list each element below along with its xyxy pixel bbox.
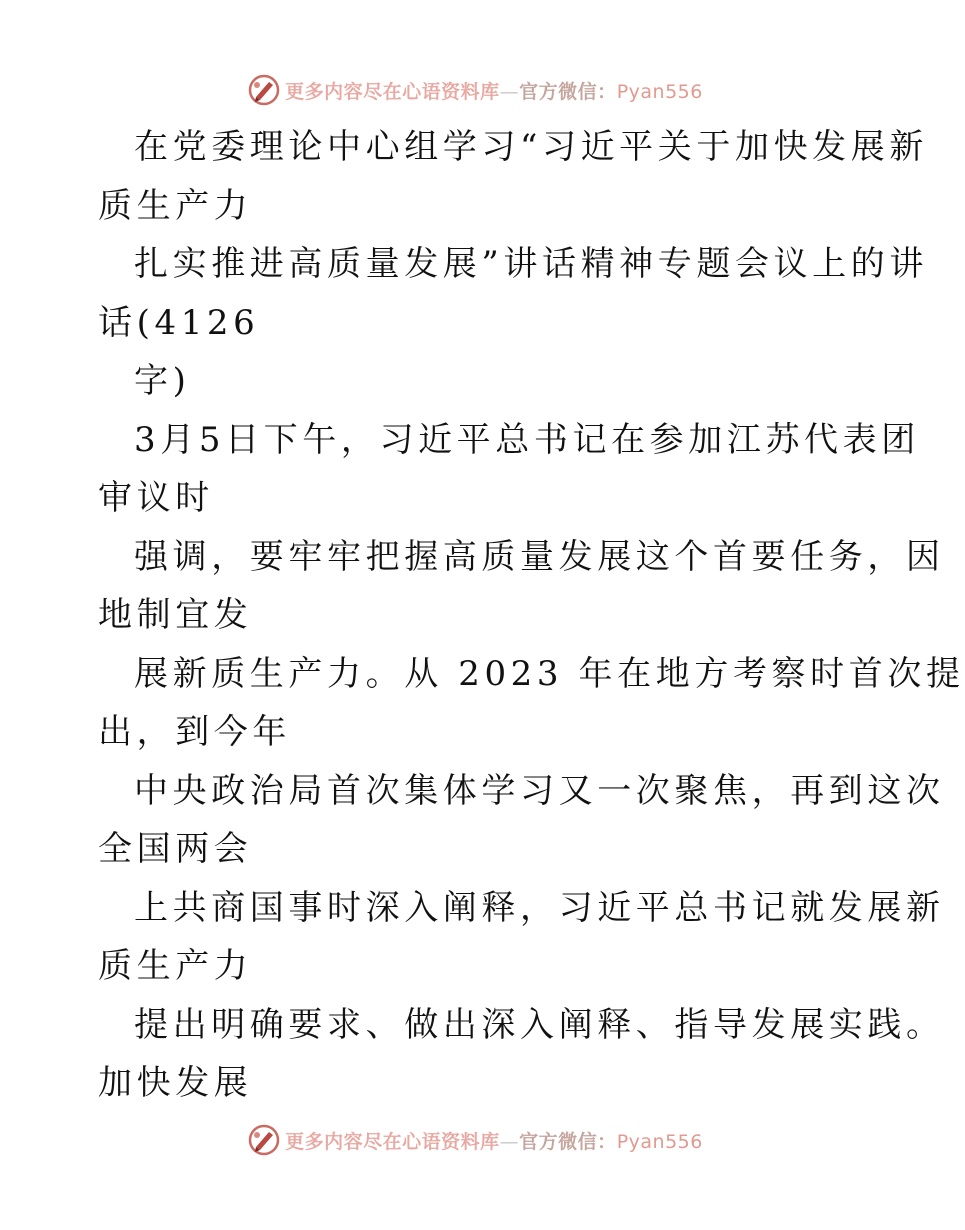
watermark-label: 官方微信： xyxy=(519,1130,617,1153)
text-line: 加快发展 xyxy=(98,1063,253,1103)
watermark-account: Pyan556 xyxy=(616,80,703,103)
text-line: 提出明确要求、做出深入阐释、指导发展实践。 xyxy=(134,1004,945,1045)
text-line: 质生产力 xyxy=(98,185,253,226)
document-body xyxy=(98,118,965,1113)
watermark-brand-text: 更多内容尽在心语资料库 xyxy=(285,80,500,103)
text-line: 全国两会 xyxy=(98,829,253,869)
text-line: 质生产力 xyxy=(98,946,253,986)
text-line: 审议时 xyxy=(98,478,214,518)
watermark-account: Pyan556 xyxy=(616,1130,703,1153)
watermark-label: 官方微信： xyxy=(519,80,617,103)
brand-logo-icon xyxy=(247,73,281,107)
text-line: 字) xyxy=(134,361,191,401)
text-line: 强调，要牢牢把握高质量发展这个首要任务，因 xyxy=(134,536,945,577)
text-line: 地制宜发 xyxy=(98,595,253,635)
text-line: 中央政治局首次集体学习又一次聚焦，再到这次 xyxy=(134,770,945,811)
text-line: 在党委理论中心组学习“习近平关于加快发展新 xyxy=(134,127,928,167)
footer-watermark xyxy=(0,1120,950,1160)
brand-logo-icon xyxy=(247,1123,281,1157)
text-line: 上共商国事时深入阐释，习近平总书记就发展新 xyxy=(134,887,945,928)
header-watermark xyxy=(0,70,950,110)
text-line: 扎实推进高质量发展”讲话精神专题会议上的讲 xyxy=(134,244,928,284)
watermark-brand-text: 更多内容尽在心语资料库 xyxy=(285,1130,500,1153)
text-line: 展新质生产力。从 2023 年在地方考察时首次提 xyxy=(134,653,965,694)
text-line: 出，到今年 xyxy=(98,712,291,752)
watermark-dash: — xyxy=(499,80,520,103)
text-line: 话(4126 xyxy=(98,302,260,343)
text-line: 3月5日下午，习近平总书记在参加江苏代表团 xyxy=(134,419,920,460)
watermark-dash: — xyxy=(499,1130,520,1153)
